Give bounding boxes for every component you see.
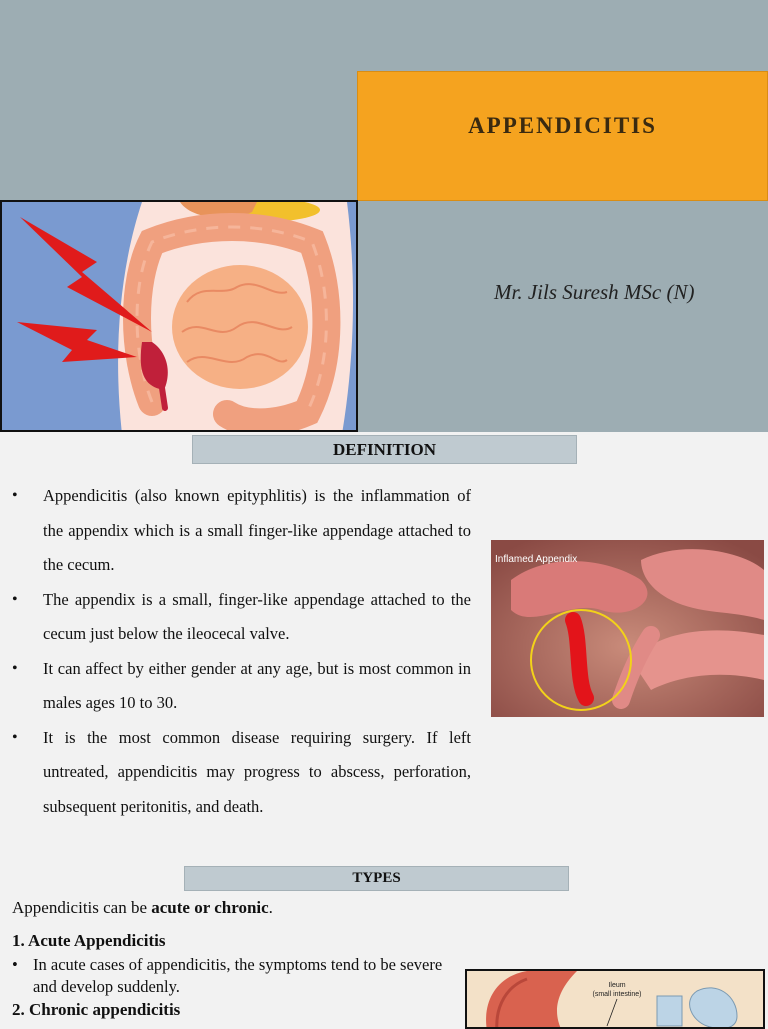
acute-heading: 1. Acute Appendicitis	[12, 931, 166, 950]
page-title: APPENDICITIS	[468, 113, 657, 138]
inflamed-appendix-image	[491, 540, 764, 717]
ileum-label: Ileum	[608, 982, 626, 989]
acute-list	[12, 954, 467, 998]
list-item: • In acute cases of appendicitis, the symptoms tend to be severe and develop suddenly.	[12, 955, 443, 996]
list-item: • It can affect by either gender at any age, but is most common in males ages 10 to 30.	[12, 652, 471, 721]
list-item: • It is the most common disease requiring surgery. If left untreated, appendicitis may progress to abscess, perforation, subsequent peritonitis, and death.	[12, 721, 471, 825]
chronic-heading: 2. Chronic appendicitis	[12, 1000, 181, 1019]
image-caption: Inflamed Appendix	[495, 554, 578, 565]
list-item: • The appendix is a small, finger-like appendage attached to the cecum just below the ileocecal valve.	[12, 583, 471, 652]
bullet-icon: •	[12, 487, 18, 504]
bullet-icon: •	[12, 955, 18, 974]
author-name: Mr. Jils Suresh MSc (N)	[494, 280, 695, 304]
definition-list	[12, 479, 471, 824]
title-box	[357, 71, 768, 201]
definition-heading: DEFINITION	[192, 435, 577, 464]
intestine-illustration	[0, 200, 358, 432]
list-item: • Appendicitis (also known epityphlitis) is the inflammation of the appendix which is a small finger-like appendage attached to the cecum.	[12, 479, 471, 583]
types-intro: Appendicitis can be acute or chronic.	[12, 898, 273, 917]
bullet-icon: •	[12, 728, 18, 746]
bullet-icon: •	[12, 659, 18, 677]
ileum-diagram	[465, 969, 765, 1029]
bullet-icon: •	[12, 590, 18, 608]
ileum-sublabel: (small intestine)	[592, 991, 642, 998]
types-heading: TYPES	[184, 866, 569, 891]
